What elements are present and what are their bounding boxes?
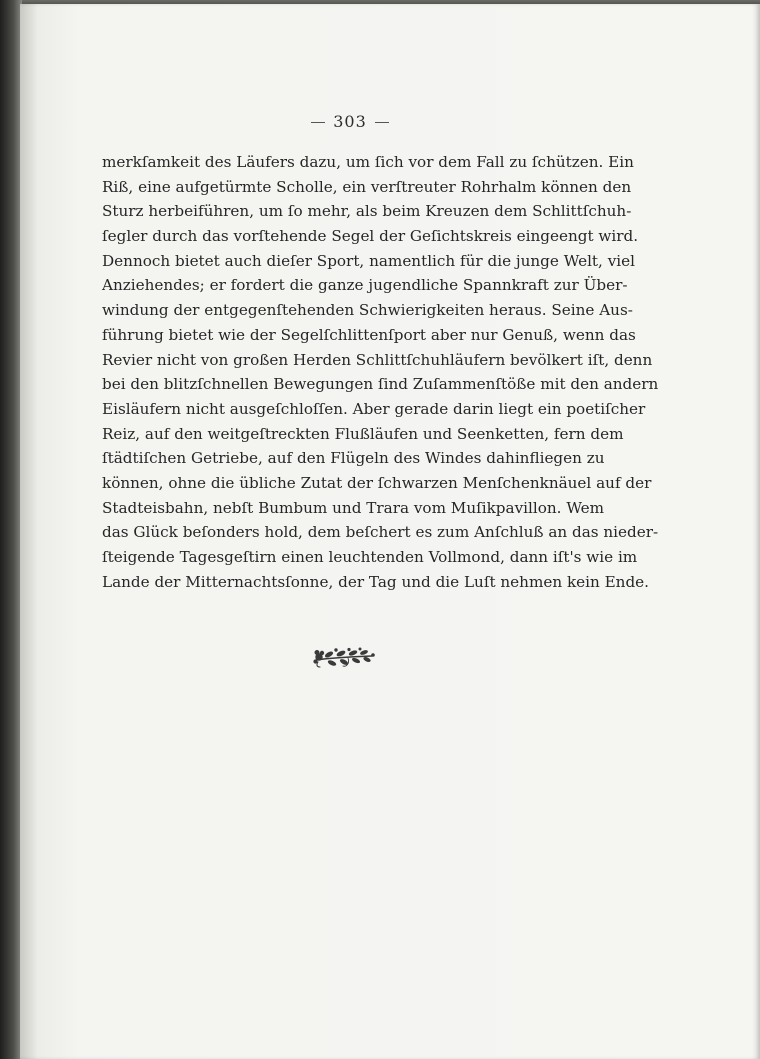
text-line: Anziehendes; er fordert die ganze jugendliche Spannkraft zur Über- [102,276,628,295]
text-line: führung bietet wie der Segelſchlittenſport aber nur Genuß, wenn das [102,325,636,344]
page-number: 303 [333,112,367,131]
left-dash [311,122,325,123]
text-line: Dennoch bietet auch dieſer Sport, namentlich für die junge Welt, viel [102,251,635,270]
text-line: ſteigende Tagesgeſtirn einen leuchtenden Vollmond, dann iſt's wie im [102,548,638,566]
text-line: merkſamkeit des Läufers dazu, um ſich vor dem Fall zu ſchützen. Ein [102,153,634,171]
floral-vignette-icon [312,644,376,670]
text-line: Sturz herbeiführen, um ſo mehr, als beim Kreuzen dem Schlittſchuh- [102,202,632,221]
book-spine-shadow [0,0,22,1059]
text-line: Lande der Mitternachtsſonne, der Tag und die Luſt nehmen kein Ende. [102,572,650,591]
text-line: Riß, eine aufgetürmte Scholle, ein verſtreuter Rohrhalm können den [102,177,632,196]
page-fold-shadow [752,4,760,1059]
body-paragraph [102,150,659,594]
text-line: können, ohne die übliche Zutat der ſchwarzen Menſchenknäuel auf der [102,473,652,492]
page-sheet [20,4,760,1059]
text-line: windung der entgegenſtehenden Schwierigkeiten heraus. Seine Aus- [102,301,633,320]
text-line: das Glück beſonders hold, dem beſchert es zum Anſchluß an das nieder- [102,523,659,542]
text-line: Reiz, auf den weitgeſtreckten Flußläufen und Seenketten, fern dem [102,424,624,443]
text-line: Stadteisbahn, nebſt Bumbum und Trara vom Muſikpavillon. Wem [102,498,605,517]
text-line: ſegler durch das vorſtehende Segel der Geſichtskreis eingeengt wird. [102,227,639,246]
text-line: bei den blitzſchnellen Bewegungen ſind Zuſammenſtöße mit den andern [102,375,659,394]
text-line: Revier nicht von großen Herden Schlittſchuhläufern bevölkert iſt, denn [102,350,653,369]
right-dash [375,122,389,123]
text-line: ſtädtiſchen Getriebe, auf den Flügeln des Windes dahinfliegen zu [102,449,605,468]
text-line: Eisläufern nicht ausgeſchloſſen. Aber gerade darin liegt ein poetiſcher [102,399,646,418]
page-number-header [20,112,680,131]
